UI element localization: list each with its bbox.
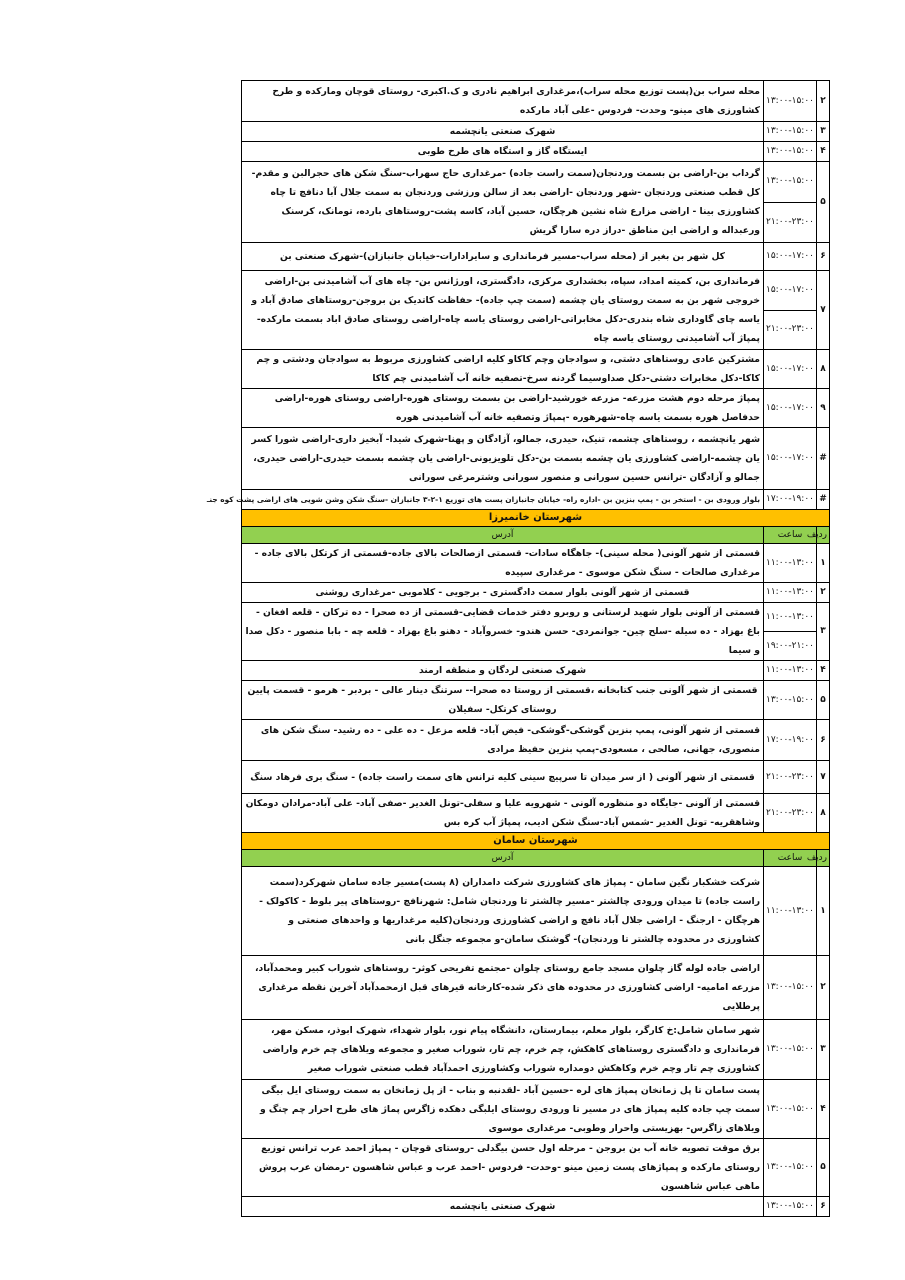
time-cell: ۱۱:۰۰-۱۳:۰۰ [764,583,817,603]
row-number: ۶ [817,1197,830,1217]
address-cell: بلوار ورودی بن - استخر بن - پمپ بنزین بن -اداره راه- خیابان جانبازان پست های توزیع ۱-۲-۳ جانبازان -سنگ شکن وشن شویی های اراضی پشت کوه جنـ [242,490,764,510]
row-number: ۷ [817,271,830,350]
time-cell: ۱۳:۰۰-۱۵:۰۰ [764,1139,817,1197]
time-range: ۱۱:۰۰-۱۳:۰۰ [766,611,814,622]
row-number: ۹ [817,389,830,428]
time-cell [764,603,817,661]
row-number: ۲ [817,583,830,603]
row-number: ۸ [817,350,830,389]
row-number: # [817,490,830,510]
table-row [242,867,830,956]
column-header-row [242,527,830,544]
county-header-row [242,833,830,850]
table-row [242,544,830,583]
table-row [242,1020,830,1080]
address-cell: برق موقت تصویه خانه آب بن بروجن - مرحله اول حسن بیگدلی -روستای قوچان - پمپاژ احمد عرب ترانس توزیع روستای مارکده و پمپاژهای پست زمین مینو -وحدت- فردوس -احمد عرب و عباس شاهسون -رمضان عرب پروش ماهی عباس شاهسون [242,1139,764,1197]
row-number: ۴ [817,142,830,162]
address-cell: شهرک صنعتی لردگان و منطقه ارمند [242,661,764,681]
time-cell: ۱۷:۰۰-۱۹:۰۰ [764,490,817,510]
header-row-number: ردیف [817,850,830,867]
address-cell: قسمتی از آلونی بلوار شهید لرستانی و روبرو دفتر خدمات قضایی-قسمتی از ده صحرا - ده ترکان - قلعه افغان - باغ بهزاد - ده سیله -سلح چین- جوانمردی- حسن هندو- خسروآباد - دهنو باغ بهزاد - قلعه چه - بابا منصور - دکل صدا و سیما [242,603,764,661]
time-cell: ۱۳:۰۰-۱۵:۰۰ [764,122,817,142]
time-cell: ۱۵:۰۰-۱۷:۰۰ [764,389,817,428]
row-number: ۸ [817,794,830,833]
address-cell: قسمتی از شهر آلونی، پمپ بنزین گوشکی-گوشکی- فیض آباد- قلعه مزعل - ده علی - ده رشید- سنگ شکن های منصوری، جهانی، صالحی ، مسعودی-پمپ بنزین حفیظ مرادی [242,720,764,761]
table-row [242,583,830,603]
table-row [242,162,830,243]
address-cell: قسمتی از شهر آلونی جنب کتابخانه ،قسمتی از روستا ده صحرا-- سرتنگ دینار عالی - بردبر - هرمو - قسمت پایین روستای کرتکل- سفیلان [242,681,764,720]
time-cell: ۱۳:۰۰-۱۵:۰۰ [764,1197,817,1217]
time-range: ۲۱:۰۰-۲۳:۰۰ [764,310,816,350]
time-range: ۱۹:۰۰-۲۱:۰۰ [764,631,816,660]
address-cell: ایستگاه گاز و استگاه های طرح طوبی [242,142,764,162]
address-cell: پمپاژ مرحله دوم هشت مزرعه- مزرعه خورشید-اراضی بن بسمت روستای هوره-اراضی روستای هوره-اراضی حدفاصل هوره بسمت یاسه چاه-شهرهوره -پمپاژ وتصفیه خانه آب آشامیدنی هوره [242,389,764,428]
row-number: ۴ [817,661,830,681]
time-range: ۱۵:۰۰-۱۷:۰۰ [766,284,814,295]
row-number: ۲ [817,81,830,122]
time-cell: ۱۱:۰۰-۱۳:۰۰ [764,661,817,681]
address-cell: فرمانداری بن، کمیته امداد، سپاه، بخشداری مرکزی، دادگستری، اورژانس بن- چاه های آب آشامیدنی بن-اراضی خروجی شهر بن به سمت روستای یان چشمه (سمت چپ جاده)- حفاظت کاتدیک بن بروجن-روستاهای صادق آباد و یاسه چای گاوداری شاه بندری-دکل مخابراتی-اراضی روستای یاسه چاه-اراضی روستای صادق اباد بسمت مارکده-پمپاژ آب آشامیدنی روستای یاسه چاه [242,271,764,350]
time-cell: ۱۳:۰۰-۱۵:۰۰ [764,142,817,162]
header-address: آدرس [242,850,764,867]
header-time: ساعت [764,850,817,867]
row-number: ۵ [817,162,830,243]
row-number: ۴ [817,1080,830,1139]
time-cell: ۱۵:۰۰-۱۷:۰۰ [764,428,817,490]
address-cell: قسمتی از شهر آلونی ( از سر میدان تا سرپیچ سینی کلیه ترانس های سمت راست جاده) - سنگ بری فرهاد سنگ [242,761,764,794]
table-row [242,720,830,761]
time-cell: ۱۵:۰۰-۱۷:۰۰ [764,350,817,389]
row-number: ۳ [817,1020,830,1080]
row-number: ۱ [817,544,830,583]
row-number: ۲ [817,956,830,1020]
time-range: ۲۱:۰۰-۲۳:۰۰ [764,202,816,243]
time-cell: ۱۵:۰۰-۱۷:۰۰ [764,243,817,271]
address-cell: قسمتی از شهر آلونی بلوار سمت دادگستری - برجویی - کلاموبی -مرغداری روشنی [242,583,764,603]
table-row [242,81,830,122]
time-cell: ۱۳:۰۰-۱۵:۰۰ [764,681,817,720]
address-cell: شهر سامان شامل:خ کارگر، بلوار معلم، بیمارستان، دانشگاه پیام نور، بلوار شهداء، شهرک ابوذر، مسکن مهر، فرمانداری و دادگستری روستاهای کاهکش، چم خرم، چم تار، شوراب صغیر و مجموعه ویلاهای چم خرم واراضی کشاورزی چم تار وچم خرم وکاهکش دومداره شوراب وکشاورزی احمدآباد قطب صنعتی شوراب صغیر [242,1020,764,1080]
table-row [242,681,830,720]
table-row [242,1197,830,1217]
time-cell: ۱۷:۰۰-۱۹:۰۰ [764,720,817,761]
address-cell: کل شهر بن بغیر از (محله سراب-مسیر فرمانداری و سایرادارات-خیابان جانبازان)-شهرک صنعتی بن [242,243,764,271]
time-cell: ۱۳:۰۰-۱۵:۰۰ [764,1020,817,1080]
row-number: ۶ [817,243,830,271]
row-number: ۵ [817,1139,830,1197]
row-number: ۷ [817,761,830,794]
time-cell: ۱۳:۰۰-۱۵:۰۰ [764,956,817,1020]
address-cell: قسمتی از آلونی -جایگاه دو منظوره آلونی - شهرویه علیا و سفلی-تونل الغدیر -صفی آباد- علی آباد-مرادان دومکان وشاهقریه- تونل الغدیر -شمس آباد-سنگ شکن ادیب، پمپاژ آب کره بس [242,794,764,833]
table-row [242,122,830,142]
address-cell: پست سامان تا پل زمانخان پمپاژ های لره -حسین آباد -لقدنبه و بناب - از پل زمانخان به سمت روستای ایل بیگی سمت چپ جاده کلیه پمپاژ های در مسیر تا ورودی روستای ایلبگی دهکده زاگرس پماژ های طرح احرار چم چنگ و ویلاهای زاگرس- بهزیستی واحرار وطوبی- مرغداری موسوی [242,1080,764,1139]
time-split [764,162,816,242]
table-row [242,271,830,350]
address-cell: مشترکین عادی روستاهای دشتی، و سوادجان وچم کاکاو کلیه اراضی کشاورزی مربوط به سوادجان ودشتی و چم کاکا-دکل مخابرات دشتی-دکل صداوسیما گردنه سرخ-تصفیه خانه آب آشامیدنی چم کاکا [242,350,764,389]
row-number: ۶ [817,720,830,761]
time-range: ۱۳:۰۰-۱۵:۰۰ [766,176,814,187]
time-cell: ۱۱:۰۰-۱۳:۰۰ [764,867,817,956]
county-title: شهرستان خانمیرزا [242,510,830,527]
table-row [242,389,830,428]
county-header-row [242,510,830,527]
row-number: ۳ [817,122,830,142]
table-row [242,350,830,389]
time-cell: ۱۳:۰۰-۱۵:۰۰ [764,81,817,122]
table-row [242,243,830,271]
table-row [242,1080,830,1139]
address-cell: اراضی جاده لوله گاز چلوان مسجد جامع روستای چلوان -مجتمع تفریحی کوثر- روستاهای شوراب کبیر ومحمدآباد، مزرعه امامیه- اراضی کشاورزی در محدوده های ذکر شده-کارخانه قیرهای قبل ازمحمدآباد آخرین نقطه مرغداری پرطلایی [242,956,764,1020]
table-row [242,661,830,681]
address-cell: شرکت خشکبار نگین سامان - پمپاژ های کشاورزی شرکت دامداران (۸ پست)مسیر جاده سامان شهرکرد(سمت راست جاده) تا میدان ورودی چالشتر -مسیر چالشتر تا وردنجان شامل: شهرنافچ -روستاهای پیر بلوط - کاکولک - هرچگان - ارجنگ - اراضی جلال آباد نافچ و اراضی کشاورزی وردنجان(کلیه مرغداریها و واحدهای صنعتی و کشاورزی در محدوده چالشتر تا وردنجان)- گوشتک سامان-و مجموعه جنگل بانی [242,867,764,956]
row-number: ۱ [817,867,830,956]
table-row [242,956,830,1020]
table-row [242,1139,830,1197]
time-split [764,603,816,660]
time-cell [764,271,817,350]
outage-schedule-table [206,80,830,1217]
header-address: آدرس [242,527,764,544]
address-cell: شهر یانچشمه ، روستاهای چشمه، تنیک، حیدری، جمالو، آزادگان و پهنا-شهرک شیدا- آبخیز داری-اراضی شورا کسر یان چشمه-اراضی کشاورزی یان چشمه بسمت بن-دکل تلویزیونی-اراضی یان چشمه بسمت حیدری-اراضی حیدری، جمالو و آزادگان -ترانس حسین سورانی و منصور سورانی وشترمرغی سورانی [242,428,764,490]
row-number: ۳ [817,603,830,661]
table-row [242,142,830,162]
address-cell: شهرک صنعتی یانچشمه [242,122,764,142]
table-row [242,428,830,490]
column-header-row [242,850,830,867]
time-cell: ۱۳:۰۰-۱۵:۰۰ [764,1080,817,1139]
address-cell: قسمتی از شهر آلونی( محله سینی)- جاهگاه سادات- قسمتی ازصالحات بالای جاده-قسمتی از کرتکل بالای جاده - مرغداری صالحات - سنگ شکن موسوی - مرغداری سپیده [242,544,764,583]
time-cell: ۲۱:۰۰-۲۳:۰۰ [764,794,817,833]
time-cell: ۲۱:۰۰-۲۳:۰۰ [764,761,817,794]
county-title: شهرستان سامان [242,833,830,850]
address-cell: گرداب بن-اراضی بن بسمت وردنجان(سمت راست جاده) -مرغداری حاج سهراب-سنگ شکن های حجرالبن و مقدم- کل قطب صنعتی وردنجان -شهر وردنجان -اراضی بعد از سالن ورزشی وردنجان به سمت جلال آبا دنافچ تا چاه کشاورزی بینا - اراضی مزارع شاه نشین هرچگان، حسین آباد، کاسه پشت-روستاهای بارده، تومانک، کرسنک ورعبداله و اراضی این مناطق -دراز دره سارا گریش [242,162,764,243]
address-cell: شهرک صنعتی یانچشمه [242,1197,764,1217]
address-cell: محله سراب بن(پست توزیع محله سراب)،مرغداری ابراهیم نادری و ک.اکبری- روستای قوچان ومارکده و طرح کشاورزی های مینو- وحدت- فردوس -علی آباد مارکده [242,81,764,122]
header-time: ساعت [764,527,817,544]
row-number: # [817,428,830,490]
header-row-number: ردیف [817,527,830,544]
row-number: ۵ [817,681,830,720]
table-row [242,603,830,661]
time-cell [764,162,817,243]
table-row [242,490,830,510]
table-row [242,761,830,794]
table-row [242,794,830,833]
time-split [764,271,816,349]
time-cell: ۱۱:۰۰-۱۳:۰۰ [764,544,817,583]
